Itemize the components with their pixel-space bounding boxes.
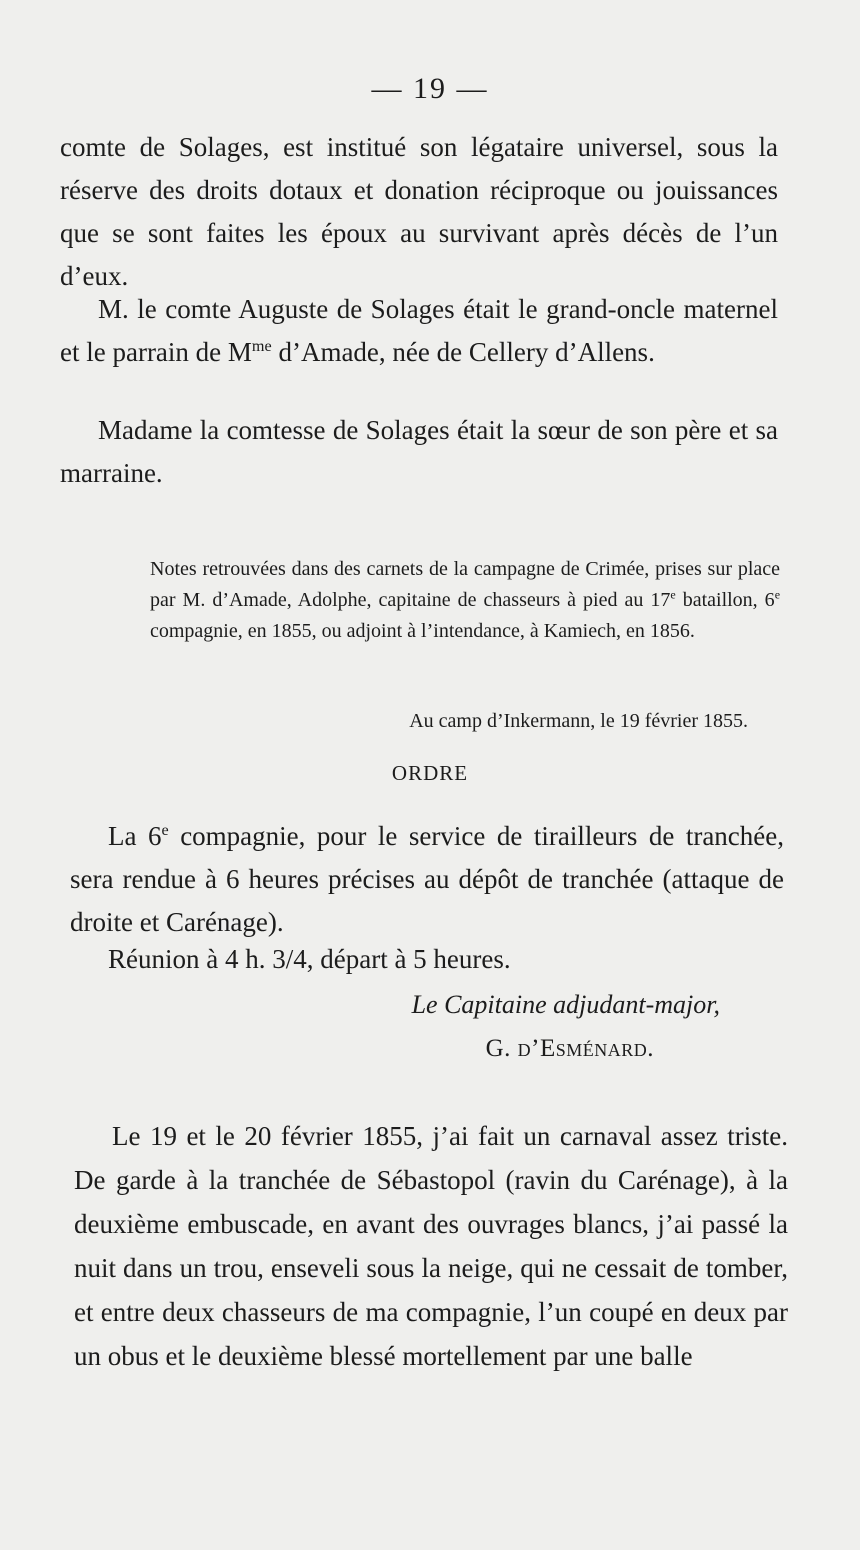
paragraph-text: M. le comte Auguste de Solages était le grand-oncle maternel et le parrain de M — [60, 294, 778, 367]
dateline: Au camp d’Inkermann, le 19 février 1855. — [409, 710, 748, 732]
superscript: e — [670, 587, 676, 602]
order-heading: ORDRE — [391, 761, 469, 785]
paragraph-comtesse: Madame la comtesse de Solages était la sœur de son père et sa marraine. — [60, 415, 778, 488]
meeting-paragraph: Réunion à 4 h. 3/4, départ à 5 heures. — [108, 944, 511, 974]
note-text: Notes retrouvées dans des carnets de la campagne de Crimée, prises sur place par M. d’Amade, Adolphe, capitaine de chasseurs à pied au 17 — [150, 558, 780, 611]
superscript: e — [774, 587, 781, 602]
signature-surname: d’Esménard. — [517, 1035, 654, 1062]
carnival-paragraph: Le 19 et le 20 février 1855, j’ai fait un carnaval assez triste. De garde à la tranchée de Sébastopol (ravin du Carénage), à la deuxième embuscade, en avant des ouvrages blancs, j’ai passé la nuit dans un trou, enseveli sous la neige, qui ne cessait de tomber, et entre deux chasseurs de ma compagnie, l’un coupé en deux par un obus et le deuxième blessé mortellement par une balle — [74, 1121, 788, 1371]
signature-name — [486, 1029, 654, 1069]
order-text: La 6 — [108, 821, 162, 851]
note-text: compagnie, en 1855, ou adjoint à l’intendance, à Kamiech, en 1856. — [150, 620, 695, 642]
order-paragraph — [70, 815, 784, 944]
paragraph-grand-oncle — [60, 288, 778, 374]
note-text: bataillon, 6 — [675, 589, 775, 611]
order-text: compagnie, pour le service de tirailleurs de tranchée, sera rendue à 6 heures précises au dépôt de tranchée (attaque de droite et Carénage). — [70, 821, 785, 937]
signature-title: Le Capitaine adjudant-major, — [411, 990, 720, 1019]
notes-intro — [150, 554, 780, 647]
paragraph-text: d’Amade, née de Cellery d’Allens. — [271, 337, 655, 367]
signature-initial: G. — [485, 1035, 518, 1062]
superscript: me — [251, 337, 272, 355]
paragraph-continuation: comte de Solages, est institué son légataire universel, sous la réserve des droits dotaux et donation réciproque ou jouissances que se sont faites les époux au survivant après décès de l’un d’eux. — [60, 132, 778, 291]
page-number: — 19 — — [371, 72, 489, 105]
superscript: e — [161, 821, 169, 839]
